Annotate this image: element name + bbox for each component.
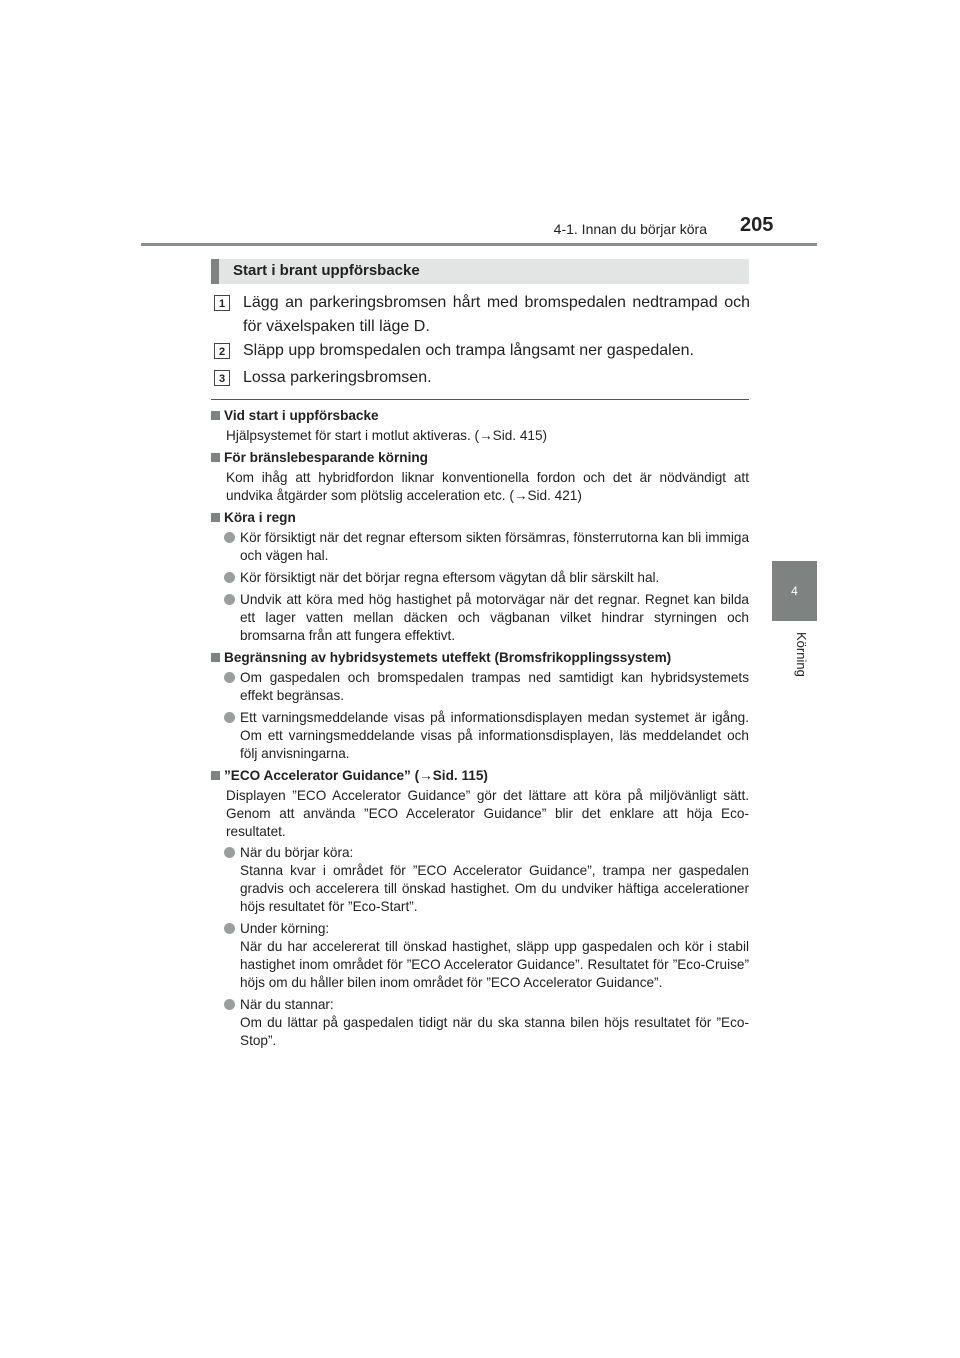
square-bullet-icon bbox=[211, 771, 220, 780]
bullet-heading: Under körning: bbox=[240, 921, 330, 936]
list-item bbox=[211, 709, 749, 763]
bullet-dot-icon bbox=[224, 999, 235, 1010]
chapter-tab bbox=[772, 561, 817, 621]
bullet-text: När du har accelererat till önskad hastighet, släpp upp gaspedalen och kör i stabil hastighet inom området för ”ECO Accelerator Guidance”. Resultatet för ”Eco-Cruise” höjs om du håller bilen inom området för ”ECO Accelerator Guidance”. bbox=[240, 939, 749, 990]
bullet-text: Ett varningsmeddelande visas på informationsdisplayen medan systemet är igång. Om ett varningsmeddelande visas på informationsdisplayen, läs meddelandet och följ anvisningarna. bbox=[240, 710, 749, 761]
bullet-dot-icon bbox=[224, 532, 235, 543]
note-title: Vid start i uppförsbacke bbox=[224, 408, 379, 423]
note-title: Köra i regn bbox=[224, 510, 296, 525]
step-item bbox=[214, 366, 750, 390]
header-rule bbox=[141, 243, 817, 246]
bullet-text: Stanna kvar i området för ”ECO Accelerator Guidance”, trampa ner gaspedalen gradvis och accelerera till önskad hastighet. Om du undviker häftiga accelerationer höjs resultatet för ”Eco-Start”. bbox=[240, 863, 749, 914]
step-text: Lossa parkeringsbromsen. bbox=[243, 369, 432, 386]
bullet-dot-icon bbox=[224, 594, 235, 605]
bullet-text: Kör försiktigt när det regnar eftersom sikten försämras, fönsterrutorna kan bli immiga och vägen hal. bbox=[240, 530, 749, 563]
bullet-text: Om gaspedalen och bromspedalen trampas ned samtidigt kan hybridsystemets effekt begränsas. bbox=[240, 670, 749, 703]
header-section-title: 4-1. Innan du börjar köra bbox=[553, 221, 707, 237]
note-rain bbox=[211, 509, 749, 645]
bullet-dot-icon bbox=[224, 572, 235, 583]
step-number: 2 bbox=[214, 343, 230, 359]
bullet-dot-icon bbox=[224, 672, 235, 683]
list-item bbox=[211, 529, 749, 565]
page-number: 205 bbox=[740, 214, 774, 236]
section-title: Start i brant uppförsbacke bbox=[233, 262, 420, 279]
bullet-dot-icon bbox=[224, 923, 235, 934]
list-item bbox=[211, 569, 749, 587]
bullet-heading: När du stannar: bbox=[240, 997, 334, 1012]
section-divider bbox=[211, 399, 749, 400]
list-item bbox=[211, 669, 749, 705]
note-fuel bbox=[211, 449, 749, 505]
note-body: Kom ihåg att hybridfordon liknar konventionella fordon och det är nödvändigt att undvika åtgärder som plötslig acceleration etc. (→Sid. 421) bbox=[226, 470, 749, 503]
step-number: 1 bbox=[214, 295, 230, 311]
bullet-dot-icon bbox=[224, 847, 235, 858]
note-title: Begränsning av hybridsystemets uteffekt (Bromsfrikopplingssystem) bbox=[224, 650, 672, 665]
step-number: 3 bbox=[214, 370, 230, 386]
square-bullet-icon bbox=[211, 513, 220, 522]
bullet-text: Om du lättar på gaspedalen tidigt när du ska stanna bilen höjs resultatet för ”Eco-Stop”. bbox=[240, 1015, 749, 1048]
square-bullet-icon bbox=[211, 453, 220, 462]
chapter-label: Körning bbox=[794, 632, 809, 677]
list-item bbox=[211, 996, 749, 1050]
list-item bbox=[211, 591, 749, 645]
step-item bbox=[214, 339, 750, 363]
square-bullet-icon bbox=[211, 411, 220, 420]
bullet-dot-icon bbox=[224, 712, 235, 723]
notes-section bbox=[211, 407, 749, 1054]
note-body: Displayen ”ECO Accelerator Guidance” gör det lättare att köra på miljövänligt sätt. Genom att använda ”ECO Accelerator Guidance” blir det enklare att höja Eco-resultatet. bbox=[226, 788, 749, 839]
section-heading-bar bbox=[211, 259, 749, 284]
bullet-text: Undvik att köra med hög hastighet på motorvägar när det regnar. Regnet kan bilda ett lager vatten mellan däcken och vägbanan vilket hindrar styrningen och bromsarna från att fungera effektivt. bbox=[240, 592, 749, 643]
step-text: Släpp upp bromspedalen och trampa långsamt ner gaspedalen. bbox=[243, 342, 694, 359]
note-title: ”ECO Accelerator Guidance” (→Sid. 115) bbox=[224, 768, 488, 783]
list-item bbox=[211, 920, 749, 992]
note-eco bbox=[211, 767, 749, 1050]
bullet-heading: När du börjar köra: bbox=[240, 845, 354, 860]
list-item bbox=[211, 844, 749, 916]
step-item bbox=[214, 291, 750, 339]
step-text: Lägg an parkeringsbromsen hårt med bromspedalen nedtrampad och för växelspaken till läge D. bbox=[243, 294, 750, 335]
note-body: Hjälpsystemet för start i motlut aktiveras. (→Sid. 415) bbox=[226, 428, 548, 443]
note-title: För bränslebesparande körning bbox=[224, 450, 428, 465]
bullet-text: Kör försiktigt när det börjar regna eftersom vägytan då blir särskilt hal. bbox=[240, 570, 660, 585]
square-bullet-icon bbox=[211, 653, 220, 662]
note-uphill bbox=[211, 407, 749, 445]
chapter-number: 4 bbox=[791, 584, 798, 598]
note-hybrid bbox=[211, 649, 749, 763]
